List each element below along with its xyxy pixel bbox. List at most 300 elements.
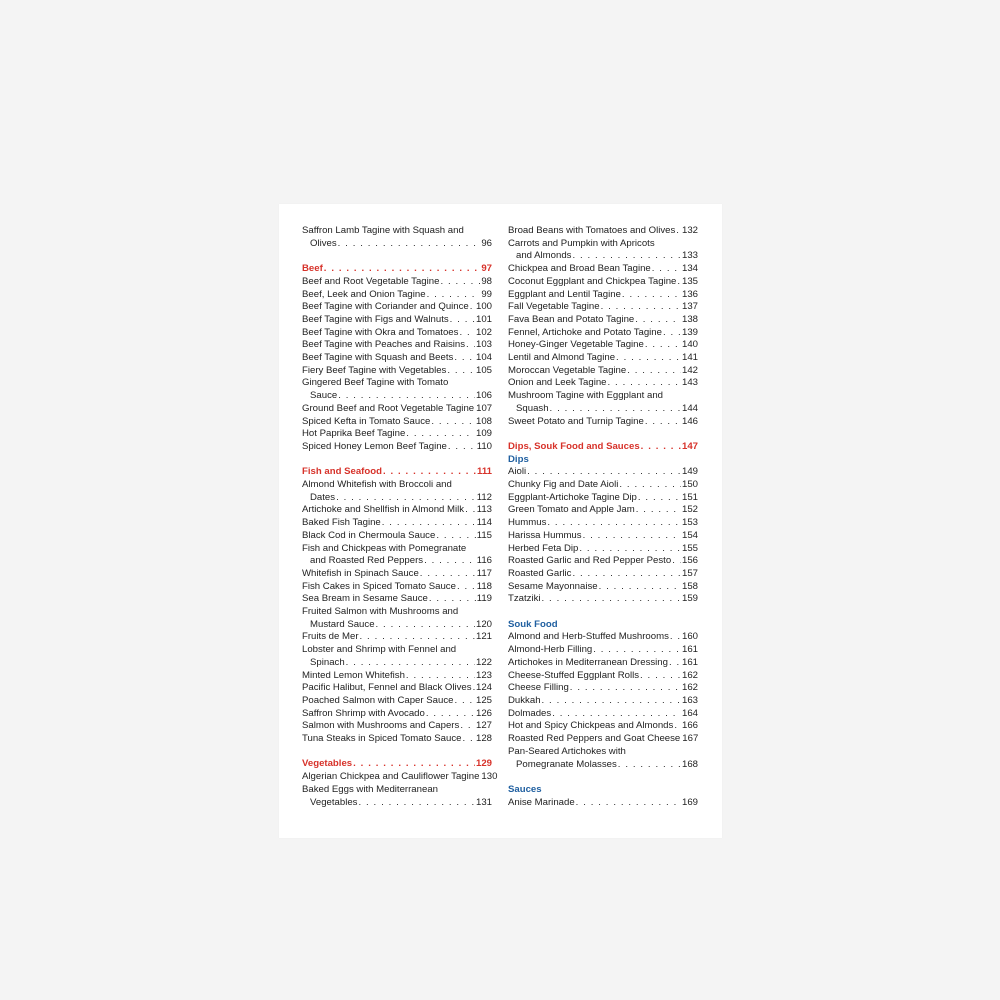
entry-title: Sesame Mayonnaise (508, 580, 598, 592)
page-number: 96 (481, 237, 492, 249)
spacer (508, 606, 698, 619)
spacer (508, 771, 698, 784)
toc-entry (302, 352, 492, 365)
dot-leader (583, 530, 681, 543)
toc-entry (508, 517, 698, 530)
page-number: 111 (477, 466, 492, 478)
toc-entry (508, 733, 698, 746)
spacer (302, 746, 492, 759)
page-number: 112 (476, 491, 492, 503)
toc-entry (508, 289, 698, 302)
entry-title: Black Cod in Chermoula Sauce (302, 529, 436, 541)
dot-leader (552, 708, 681, 721)
toc-entry (302, 504, 492, 517)
toc-entry (302, 581, 492, 594)
dot-leader (473, 682, 475, 695)
dot-leader (426, 708, 475, 721)
entry-title: Beef and Root Vegetable Tagine (302, 275, 440, 287)
dot-leader (420, 568, 476, 581)
entry-title: Salmon with Mushrooms and Capers (302, 720, 460, 732)
dot-leader (674, 720, 681, 733)
dot-leader (636, 504, 681, 517)
toc-entry (302, 428, 492, 441)
page-number: 114 (476, 517, 492, 529)
entry-title: Dukkah (508, 694, 541, 706)
dot-leader (406, 670, 475, 683)
toc-entry (302, 416, 492, 429)
toc-entry (302, 619, 492, 632)
page-number: 135 (681, 275, 698, 287)
toc-entry (302, 682, 492, 695)
entry-title: Mustard Sauce (310, 618, 375, 630)
page-number: 158 (681, 580, 698, 592)
toc-line: Carrots and Pumpkin with Apricots (508, 237, 655, 249)
entry-title: Anise Marinade (508, 796, 575, 808)
dot-leader (431, 416, 475, 429)
toc-entry (508, 530, 698, 543)
section-heading (302, 758, 492, 771)
page-number: 107 (476, 402, 493, 414)
page-number: 162 (681, 669, 698, 681)
entry-title: Harissa Hummus (508, 529, 582, 541)
toc-entry (302, 301, 492, 314)
toc-entry (508, 327, 698, 340)
toc-entry (508, 416, 698, 429)
toc-entry (508, 631, 698, 644)
dot-leader (601, 301, 681, 314)
entry-title: Beef Tagine with Okra and Tomatoes (302, 326, 459, 338)
toc-entry (508, 225, 698, 238)
entry-title: Honey-Ginger Vegetable Tagine (508, 339, 644, 351)
toc-entry (508, 276, 698, 289)
entry-title: Almond and Herb-Stuffed Mushrooms (508, 631, 669, 643)
entry-title: Cheese Filling (508, 682, 569, 694)
page-number: 160 (681, 631, 698, 643)
toc-entry (508, 797, 698, 810)
dot-leader (638, 492, 681, 505)
entry-title: Roasted Garlic (508, 567, 572, 579)
dot-leader (324, 263, 481, 276)
page-number: 130 (481, 771, 498, 783)
toc-entry (302, 733, 492, 746)
page-number: 146 (681, 415, 698, 427)
dot-leader (440, 276, 480, 289)
dot-leader (542, 695, 681, 708)
entry-title: and Almonds (516, 250, 572, 262)
page-number: 108 (475, 415, 492, 427)
entry-title: Tzatziki (508, 593, 541, 605)
dot-leader (460, 720, 475, 733)
entry-title: Ground Beef and Root Vegetable Tagine (302, 402, 475, 414)
toc-line: Baked Eggs with Mediterranean (302, 783, 438, 795)
page-number: 168 (681, 758, 698, 770)
entry-title: Roasted Garlic and Red Pepper Pesto (508, 555, 672, 567)
toc-entry (302, 327, 492, 340)
page-number: 161 (681, 656, 698, 668)
toc-entry (302, 657, 492, 670)
dot-leader (346, 657, 475, 670)
page-number: 119 (476, 593, 492, 605)
dot-leader (454, 352, 475, 365)
entry-title: Coconut Eggplant and Chickpea Tagine (508, 275, 677, 287)
dot-leader (450, 314, 475, 327)
dot-leader (663, 327, 681, 340)
entry-title: Beef Tagine with Figs and Walnuts (302, 313, 449, 325)
page-number: 156 (681, 555, 698, 567)
entry-title: Almond-Herb Filling (508, 644, 593, 656)
dot-leader (353, 758, 475, 771)
toc-left-column (302, 225, 498, 809)
dot-leader (670, 631, 681, 644)
toc-entry (508, 250, 698, 263)
dot-leader (360, 631, 475, 644)
toc-entry (508, 759, 698, 772)
toc-entry (302, 695, 492, 708)
toc-entry (302, 708, 492, 721)
dot-leader (608, 377, 681, 390)
toc-entry (508, 314, 698, 327)
entry-title: Whitefish in Spinach Sauce (302, 567, 419, 579)
toc-entry (302, 276, 492, 289)
page-number: 115 (476, 529, 492, 541)
entry-title: Saffron Shrimp with Avocado (302, 707, 425, 719)
dot-leader (618, 759, 681, 772)
toc-line: Lobster and Shrimp with Fennel and (302, 644, 457, 656)
dot-leader (572, 568, 681, 581)
page-number: 149 (681, 466, 698, 478)
page-number: 140 (681, 339, 698, 351)
page-number: 126 (475, 707, 492, 719)
page-number: 150 (681, 479, 698, 491)
spacer (508, 428, 698, 441)
toc-entry (508, 593, 698, 606)
dot-leader (622, 289, 681, 302)
toc-entry (508, 263, 698, 276)
page-number: 98 (481, 275, 492, 287)
dot-leader (448, 441, 476, 454)
page-number: 155 (681, 542, 698, 554)
dot-leader (676, 225, 681, 238)
section-heading (508, 441, 698, 454)
page-number: 127 (475, 720, 492, 732)
entry-title: Dolmades (508, 707, 552, 719)
entry-title: Sweet Potato and Turnip Tagine (508, 415, 644, 427)
entry-title: Onion and Leek Tagine (508, 377, 607, 389)
page-number: 144 (681, 402, 698, 414)
page-number: 142 (681, 364, 698, 376)
toc-entry (302, 441, 492, 454)
page-number: 164 (681, 707, 698, 719)
page-number: 117 (476, 567, 492, 579)
dot-leader (429, 593, 476, 606)
entry-title: Spinach (310, 656, 345, 668)
page-number: 161 (681, 644, 698, 656)
toc-entry (302, 797, 492, 810)
page-number: 128 (475, 733, 492, 745)
page-number: 124 (475, 682, 492, 694)
toc-line: Fruited Salmon with Mushrooms and (302, 606, 459, 618)
dot-leader (547, 517, 681, 530)
toc-entry (302, 339, 492, 352)
entry-title: Beef, Leek and Onion Tagine (302, 288, 426, 300)
spacer (302, 250, 492, 263)
page-number: 101 (475, 313, 492, 325)
page-number: 162 (681, 682, 698, 694)
page-number: 102 (475, 326, 492, 338)
toc-entry (302, 593, 492, 606)
toc-entry (302, 365, 492, 378)
dot-leader (616, 352, 681, 365)
dot-leader (454, 695, 475, 708)
section-title: Beef (302, 263, 323, 275)
page-number: 104 (475, 352, 492, 364)
entry-title: Fall Vegetable Tagine (508, 301, 600, 313)
page-number: 132 (681, 225, 698, 236)
page-number: 139 (681, 326, 698, 338)
dot-leader (645, 339, 681, 352)
toc-entry (508, 708, 698, 721)
toc-entry (508, 466, 698, 479)
toc-line: Pan-Seared Artichokes with (508, 745, 626, 757)
page-number: 163 (681, 694, 698, 706)
entry-title: Spiced Kefta in Tomato Sauce (302, 415, 431, 427)
entry-title: Fruits de Mer (302, 631, 359, 643)
page-number: 143 (681, 377, 698, 389)
entry-title: Hot Paprika Beef Tagine (302, 428, 406, 440)
toc-entry (508, 682, 698, 695)
page-number: 137 (681, 301, 698, 313)
page-number: 121 (475, 631, 492, 643)
page-number: 97 (481, 263, 492, 275)
toc-entry (302, 390, 492, 403)
dot-leader (406, 428, 475, 441)
entry-title: Cheese-Stuffed Eggplant Rolls (508, 669, 640, 681)
toc-entry (508, 657, 698, 670)
page-number: 131 (475, 796, 492, 808)
toc-entry (508, 365, 698, 378)
page-number: 110 (476, 440, 492, 452)
dot-leader (338, 238, 481, 251)
dot-leader (572, 250, 681, 263)
section-title: Dips, Souk Food and Sauces (508, 440, 640, 452)
page-number: 118 (476, 580, 492, 592)
dot-leader (527, 466, 681, 479)
entry-title: Roasted Red Peppers and Goat Cheese (508, 733, 681, 745)
page-number: 166 (681, 720, 698, 732)
toc-entry (508, 555, 698, 568)
toc-entry (508, 581, 698, 594)
entry-title: Algerian Chickpea and Cauliflower Tagine (302, 771, 480, 783)
entry-title: Fennel, Artichoke and Potato Tagine (508, 326, 662, 338)
toc-entry (302, 555, 492, 568)
dot-leader (427, 289, 481, 302)
dot-leader (462, 733, 475, 746)
dot-leader (457, 581, 476, 594)
toc-entry (302, 530, 492, 543)
toc-page (279, 204, 722, 838)
page-number: 152 (681, 504, 698, 516)
page-number: 138 (681, 313, 698, 325)
dot-leader (358, 797, 475, 810)
section-title: Vegetables (302, 758, 353, 770)
entry-title: Fiery Beef Tagine with Vegetables (302, 364, 447, 376)
entry-title: Squash (516, 402, 549, 414)
page-number: 157 (681, 567, 698, 579)
dot-leader (599, 581, 681, 594)
toc-entry (508, 543, 698, 556)
entry-title: Minted Lemon Whitefish (302, 669, 405, 681)
page-number: 125 (475, 694, 492, 706)
page-number: 167 (682, 733, 699, 745)
toc-entry (302, 238, 492, 251)
entry-title: and Roasted Red Peppers (310, 555, 424, 567)
dot-leader (383, 466, 476, 479)
dot-leader (576, 797, 681, 810)
dot-leader (641, 441, 681, 454)
page-number: 105 (475, 364, 492, 376)
dot-leader (640, 670, 681, 683)
dot-leader (470, 301, 475, 314)
toc-entry (508, 377, 698, 390)
entry-title: Moroccan Vegetable Tagine (508, 364, 627, 376)
page-number: 169 (681, 796, 698, 808)
toc-entry (302, 289, 492, 302)
toc-entry (508, 403, 698, 416)
page-number: 106 (475, 390, 492, 402)
page-number: 134 (681, 263, 698, 275)
subsection-heading: Sauces (508, 783, 542, 795)
entry-title: Dates (310, 491, 336, 503)
entry-title: Sauce (310, 390, 338, 402)
section-heading (302, 263, 492, 276)
dot-leader (645, 416, 681, 429)
toc-entry (508, 670, 698, 683)
entry-title: Pacific Halibut, Fennel and Black Olives (302, 682, 472, 694)
toc-line: Saffron Lamb Tagine with Squash and (302, 225, 464, 236)
toc-line: Gingered Beef Tagine with Tomato (302, 377, 449, 389)
toc-entry (508, 644, 698, 657)
toc-entry (508, 479, 698, 492)
entry-title: Beef Tagine with Peaches and Raisins (302, 339, 466, 351)
toc-line: Fish and Chickpeas with Pomegranate (302, 542, 467, 554)
dot-leader (542, 593, 681, 606)
toc-entry (508, 568, 698, 581)
entry-title: Pomegranate Molasses (516, 758, 617, 770)
dot-leader (652, 263, 681, 276)
toc-line: Almond Whitefish with Broccoli and (302, 479, 452, 491)
toc-entry (508, 720, 698, 733)
page-number: 154 (681, 529, 698, 541)
toc-right-column (508, 225, 698, 809)
page-number: 136 (681, 288, 698, 300)
entry-title: Artichoke and Shellfish in Almond Milk (302, 504, 465, 516)
page-number: 103 (475, 339, 492, 351)
dot-leader (382, 517, 476, 530)
subsection-heading: Souk Food (508, 618, 558, 630)
entry-title: Sea Bream in Sesame Sauce (302, 593, 428, 605)
page-number: 133 (681, 250, 698, 262)
entry-title: Herbed Feta Dip (508, 542, 579, 554)
entry-title: Spiced Honey Lemon Beef Tagine (302, 440, 447, 452)
toc-entry (302, 403, 492, 416)
toc-entry (508, 695, 698, 708)
toc-entry (302, 568, 492, 581)
dot-leader (376, 619, 475, 632)
dot-leader (436, 530, 475, 543)
dot-leader (338, 390, 475, 403)
toc-entry (508, 352, 698, 365)
toc-entry (302, 771, 498, 784)
entry-title: Baked Fish Tagine (302, 517, 381, 529)
entry-title: Lentil and Almond Tagine (508, 352, 616, 364)
page-number: 113 (476, 504, 492, 516)
entry-title: Eggplant-Artichoke Tagine Dip (508, 491, 637, 503)
entry-title: Artichokes in Mediterranean Dressing (508, 656, 668, 668)
page-number: 151 (681, 491, 698, 503)
toc-entry (508, 504, 698, 517)
entry-title: Hot and Spicy Chickpeas and Almonds (508, 720, 674, 732)
dot-leader (466, 339, 475, 352)
page-number: 129 (475, 758, 492, 770)
dot-leader (627, 365, 681, 378)
toc-entry (302, 631, 492, 644)
entry-title: Beef Tagine with Coriander and Quince (302, 301, 469, 313)
entry-title: Olives (310, 237, 337, 249)
page-number: 123 (475, 669, 492, 681)
section-title: Fish and Seafood (302, 466, 382, 478)
toc-entry (302, 492, 492, 505)
page-number: 99 (481, 288, 492, 300)
page-number: 109 (475, 428, 492, 440)
dot-leader (570, 682, 681, 695)
page-number: 147 (681, 440, 698, 452)
page-number: 153 (681, 517, 698, 529)
page-number: 141 (681, 352, 698, 364)
entry-title: Tuna Steaks in Spiced Tomato Sauce (302, 733, 462, 745)
dot-leader (672, 555, 681, 568)
dot-leader (459, 327, 475, 340)
page-number: 120 (475, 618, 492, 630)
dot-leader (677, 276, 681, 289)
entry-title: Hummus (508, 517, 547, 529)
entry-title: Chickpea and Broad Bean Tagine (508, 263, 651, 275)
dot-leader (619, 479, 681, 492)
entry-title: Beef Tagine with Squash and Beets (302, 352, 454, 364)
toc-entry (508, 492, 698, 505)
section-heading (302, 466, 492, 479)
spacer (302, 454, 492, 467)
entry-title: Fava Bean and Potato Tagine (508, 313, 635, 325)
toc-entry (508, 301, 698, 314)
entry-title: Chunky Fig and Date Aioli (508, 479, 619, 491)
dot-leader (593, 644, 681, 657)
page-number: 100 (475, 301, 492, 313)
dot-leader (579, 543, 681, 556)
dot-leader (635, 314, 681, 327)
page-number: 122 (475, 656, 492, 668)
toc-entry (302, 517, 492, 530)
toc-entry (302, 670, 492, 683)
toc-entry (508, 339, 698, 352)
dot-leader (669, 657, 681, 670)
subsection-heading: Dips (508, 453, 529, 465)
entry-title: Aioli (508, 466, 527, 478)
page-number: 159 (681, 593, 698, 605)
dot-leader (447, 365, 475, 378)
entry-title: Green Tomato and Apple Jam (508, 504, 635, 516)
page-number: 116 (476, 555, 492, 567)
entry-title: Eggplant and Lentil Tagine (508, 288, 621, 300)
